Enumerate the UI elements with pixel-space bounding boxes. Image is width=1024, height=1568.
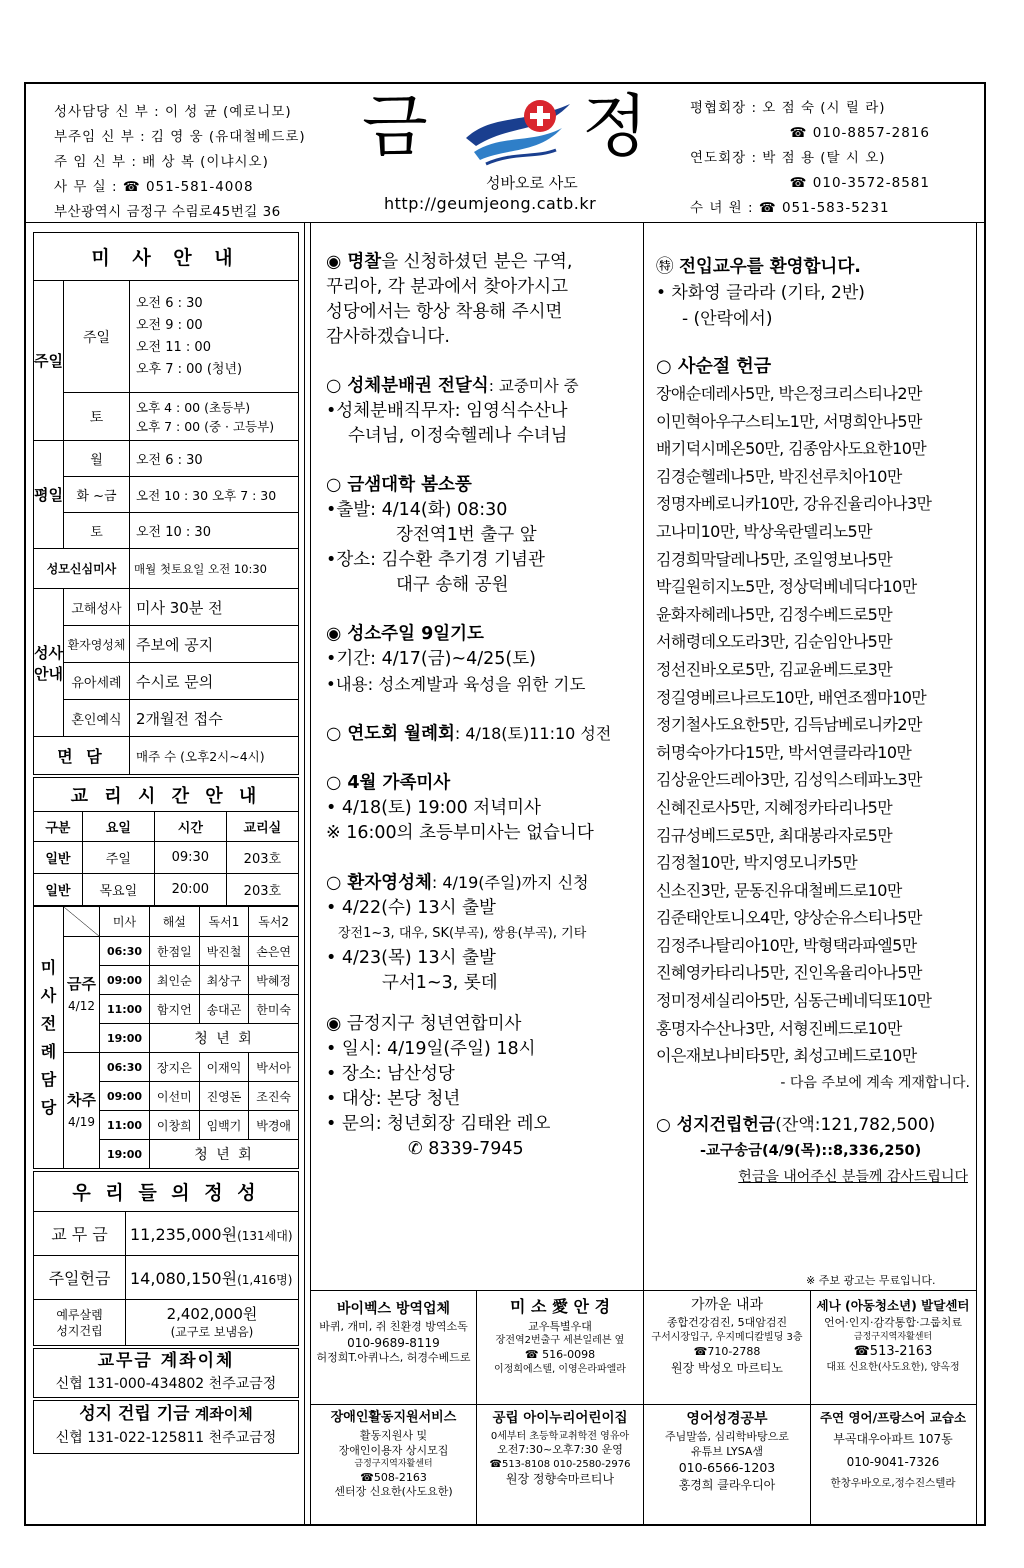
liturgy-cell: 최상구 <box>199 966 249 995</box>
offering-value <box>126 1300 299 1346</box>
build-sent: -교구송금(4/9(목)::8,336,250) <box>700 1142 922 1159</box>
lent-item: 김경희막달레나5만, 조일영보나5만 <box>656 549 893 569</box>
time: 오전 11 : 00 <box>136 339 211 355</box>
line: 성지건립 <box>56 1323 103 1338</box>
notice-title: ◉ 성소주일 9일기도 <box>326 624 484 644</box>
weekday-day: 월 <box>64 441 130 477</box>
notice-text: • 장소: 남산성당 <box>326 1064 455 1084</box>
week-this <box>64 937 100 1053</box>
weekday-time: 오전 10 : 30 <box>130 513 299 549</box>
notice-text: • 문의: 청년회장 김태완 레오 <box>326 1114 551 1134</box>
catechism-cell: 203호 <box>226 842 298 874</box>
week-label: 금주 <box>67 974 96 993</box>
amount: 14,080,150원 <box>130 1269 238 1288</box>
welcome-text: - (안락에서) <box>682 309 773 329</box>
ad-box[interactable] <box>478 1408 642 1488</box>
header-line: ☎ 010-8857-2816 <box>789 125 930 141</box>
weekday-label: 평일 <box>34 441 64 549</box>
liturgy-cell: 이재익 <box>199 1053 249 1082</box>
account-title: 교무금 계좌이체 <box>97 1351 235 1371</box>
ad-line: 오전7:30~오후7:30 운영 <box>497 1443 623 1457</box>
header-line: 평협회장 : 오 점 숙 (시 릴 라) <box>690 100 886 116</box>
ad-line: ☎ 516-0098 <box>524 1347 596 1361</box>
liturgy-cell: 09:00 <box>100 966 150 995</box>
sat-times <box>130 393 299 441</box>
sacrament-value: 주보에 공지 <box>130 626 299 663</box>
liturgy-cell: 19:00 <box>100 1024 150 1053</box>
liturgy-cell: 11:00 <box>100 1111 150 1140</box>
liturgy-cell: 박경애 <box>249 1111 299 1140</box>
header-line: 연도회장 : 박 점 용 (탈 시 오) <box>690 150 886 166</box>
sacrament-key: 환자영성체 <box>64 626 130 663</box>
ad-line: 바퀴, 개미, 쥐 친환경 방역소독 <box>319 1320 468 1334</box>
ad-line: ☎513-2163 <box>853 1343 933 1359</box>
header-line: 부주임 신 부 : 김 영 웅 (유대철베드로) <box>54 129 306 145</box>
sacrament-key: 혼인예식 <box>64 700 130 737</box>
first-sat-value: 매월 첫토요일 오전 10:30 <box>130 549 299 589</box>
liturgy-cell: 06:30 <box>100 1053 150 1082</box>
catechism-header: 시간 <box>154 812 226 842</box>
lent-item: 홍명자수산나3만, 서형진베드로10만 <box>656 1018 902 1038</box>
title-left: 금 <box>362 88 428 167</box>
first-sat-label: 성모신심미사 <box>34 549 130 589</box>
notice-text: •내용: 성소계발과 육성을 위한 기도 <box>326 675 586 694</box>
notice-column <box>326 250 640 1162</box>
ad-divider <box>810 1290 811 1526</box>
ad-line: 허정희T.아퀴나스, 허경수베드로 <box>316 1351 471 1365</box>
notice-text: •성체분배직무자: 임영식수산나 <box>326 401 568 421</box>
ad-line: 이정희에스텔, 이영은라파엘라 <box>494 1363 626 1375</box>
catechism-cell: 203호 <box>226 874 298 906</box>
liturgy-cell: 박진철 <box>199 937 249 966</box>
ad-name: 장애인활동지원서비스 <box>330 1410 457 1425</box>
notice-text: ※ 16:00의 초등부미사는 없습니다 <box>326 823 594 843</box>
liturgy-cell: 장지은 <box>149 1053 199 1082</box>
amount: 2,402,000원 <box>166 1304 258 1323</box>
liturgy-cell: 진영돈 <box>199 1082 249 1111</box>
ad-line: 010-9689-8119 <box>347 1336 440 1351</box>
week-date: 4/19 <box>68 1114 95 1129</box>
amount: 11,235,000원 <box>130 1225 238 1244</box>
lent-item: 고나미10만, 박상욱란델리노5만 <box>656 521 872 541</box>
ad-divider <box>643 1290 644 1526</box>
notice-text: 구서1~3, 롯데 <box>382 973 498 993</box>
notice-title: ○ 성체분배권 전달식 <box>326 376 489 396</box>
liturgy-cell: 06:30 <box>100 937 150 966</box>
build-balance: (잔액:121,782,500) <box>775 1114 936 1135</box>
notice-text: • 4/18(토) 19:00 저녁미사 <box>326 798 541 818</box>
account-number[interactable]: 신협 131-000-434802 천주교금정 <box>55 1376 277 1392</box>
account-title <box>34 1401 298 1427</box>
notice-text: • 대상: 본당 청년 <box>326 1089 461 1109</box>
lent-item: 정길영베르나르도10만, 배연조젬마10만 <box>656 687 927 707</box>
liturgy-cell: 이선미 <box>149 1082 199 1111</box>
offering-key: 주일헌금 <box>34 1256 126 1300</box>
liturgy-cell: 송대곤 <box>199 995 249 1024</box>
notice-text: 수녀님, 이정숙헬레나 수녀님 <box>348 426 568 446</box>
ad-box[interactable] <box>312 1298 475 1366</box>
lent-item: 윤화자헤레나5만, 김정수베드로5만 <box>656 604 893 624</box>
lent-item: 이은재보나비타5만, 최성고베드로10만 <box>656 1046 917 1066</box>
liturgy-cell: 손은연 <box>249 937 299 966</box>
liturgy-header: 해설 <box>149 907 199 937</box>
ad-line: 구서시장입구, 우지메디칼빌딩 3층 <box>651 1332 803 1344</box>
time: 오후 4 : 00 (초등부) <box>136 399 251 415</box>
catechism-cell: 목요일 <box>82 874 154 906</box>
account-box-1 <box>33 1348 299 1398</box>
ad-line: 010-9041-7326 <box>846 1454 940 1469</box>
catechism-cell: 주일 <box>82 842 154 874</box>
ad-line: 센터장 신요한(사도요한) <box>334 1485 453 1499</box>
liturgy-header: 독서2 <box>249 907 299 937</box>
account-title-main: 성지 건립 기금 <box>79 1404 190 1424</box>
ad-line: 0세부터 초등학교취학전 영유아 <box>490 1430 630 1442</box>
ad-line: 교우특별우대 <box>528 1319 592 1333</box>
notice-sub: : 4/18(토)11:10 성전 <box>454 724 612 743</box>
ad-box[interactable] <box>645 1408 809 1493</box>
lent-more: - 다음 주보에 계속 게재합니다. <box>780 1074 970 1091</box>
notice-text: •기간: 4/17(금)~4/25(토) <box>326 649 536 669</box>
notice-title: ◉ 금정지구 청년연합미사 <box>326 1014 522 1034</box>
welcome-heading <box>656 254 974 280</box>
lent-item: 정선진바오로5만, 김교윤베드로3만 <box>656 659 893 679</box>
welcome-title: 전입교우를 환영합니다. <box>679 257 861 277</box>
catechism-table <box>33 777 299 906</box>
lent-list <box>656 380 974 1070</box>
ad-box[interactable] <box>812 1408 974 1494</box>
liturgy-cell: 임백기 <box>199 1111 249 1140</box>
time: 오전 9 : 00 <box>136 317 203 333</box>
diagonal-cell <box>64 907 100 937</box>
catechism-header: 구분 <box>34 812 83 842</box>
catechism-cell: 20:00 <box>154 874 226 906</box>
weekday-time: 오전 6 : 30 <box>130 441 299 477</box>
notice-yeondo <box>326 721 640 747</box>
ad-line: ☎508-2163 <box>360 1470 427 1484</box>
liturgy-cell: 19:00 <box>100 1140 150 1169</box>
time: 오후 7 : 00 (청년) <box>136 361 243 377</box>
lent-item: 김상윤안드레아3만, 김성익스테파노3만 <box>656 770 922 790</box>
sat-label: 토 <box>64 393 130 441</box>
header-line: 부산광역시 금정구 수림로45번길 36 <box>54 204 281 220</box>
ad-line: 유튜브 LYSA샘 <box>690 1445 764 1459</box>
weekday-day: 화 ~금 <box>64 477 130 513</box>
liturgy-cell: 조진숙 <box>249 1082 299 1111</box>
catechism-header: 교리실 <box>226 812 298 842</box>
ad-line: 장애인이용자 상시모집 <box>338 1443 449 1457</box>
notice-title: ○ 환자영성체 <box>326 873 432 893</box>
notice-text: 을 신청하셨던 분은 구역, <box>381 252 573 272</box>
ad-name: 공립 아이누리어린이집 <box>492 1410 628 1426</box>
lent-item: 배기덕시메온50만, 김종암사도요한10만 <box>656 439 927 459</box>
notice-title: ○ 금샘대학 봄소풍 <box>326 475 472 495</box>
column-divider <box>310 222 311 1526</box>
ad-line: 언어·인지·감각통합·그룹치료 <box>823 1316 962 1329</box>
parish-url[interactable]: http://geumjeong.catb.kr <box>384 194 597 213</box>
counsel-value: 매주 수 (오후2시~4시) <box>130 737 299 775</box>
sunday-sub: 주일 <box>64 281 130 393</box>
title-right: 정 <box>582 88 648 167</box>
notice-text: 장전역1번 출구 앞 <box>396 525 537 545</box>
ad-line: 금정구지역자활센터 <box>853 1331 933 1342</box>
notice-title: ◉ 명찰 <box>326 252 382 272</box>
week-date: 4/12 <box>68 998 95 1013</box>
header-line: 사 무 실 : ☎ 051-581-4008 <box>54 179 254 195</box>
liturgy-youth: 청 년 회 <box>149 1140 298 1169</box>
notice-text: • 일시: 4/19일(주일) 18시 <box>326 1039 536 1059</box>
build-title: ○ 성지건립헌금 <box>656 1114 776 1135</box>
parish-logo-icon <box>462 94 574 170</box>
lent-item: 정미정세실리아5만, 심동근베네딕또10만 <box>656 991 932 1011</box>
ad-name: 바이벡스 방역업체 <box>336 1301 451 1317</box>
catechism-cell: 09:30 <box>154 842 226 874</box>
notice-text: •장소: 김수환 추기경 기념관 <box>326 550 545 570</box>
header-line: 주 임 신 부 : 배 상 복 (이냐시오) <box>54 154 269 170</box>
ad-line: 부곡대우아파트 107동 <box>833 1432 953 1446</box>
build-thanks: 헌금을 내어주신 분들께 감사드립니다 <box>738 1168 968 1185</box>
notice-text: 장전1~3, 대우, SK(부곡), 쌍용(부곡), 기타 <box>338 926 587 941</box>
lent-item: 김규성베드로5만, 최대봉라자로5만 <box>656 825 893 845</box>
offering-value <box>126 1212 299 1256</box>
liturgy-header: 독서1 <box>199 907 249 937</box>
column-divider <box>976 222 977 1526</box>
liturgy-table <box>33 906 299 1169</box>
mass-table <box>33 232 299 775</box>
welcome-text: • 차화영 글라라 (기타, 2반) <box>656 283 865 303</box>
sacrament-value: 2개월전 접수 <box>130 700 299 737</box>
notice-text: • 4/23(목) 13시 출발 <box>326 948 496 968</box>
ad-name: 영어성경공부 <box>686 1411 768 1427</box>
ad-name: 미 소 愛 안 경 <box>509 1297 611 1316</box>
header-divider <box>24 222 986 223</box>
ad-box[interactable] <box>478 1294 642 1376</box>
notice-text: 성당에서는 항상 착용해 주시면 <box>326 302 563 322</box>
column-divider <box>304 222 305 1526</box>
account-title-suffix: 계좌이체 <box>189 1405 253 1423</box>
liturgy-cell: 최인순 <box>149 966 199 995</box>
sacrament-key: 고해성사 <box>64 589 130 626</box>
ad-line: ☎710-2788 <box>693 1344 761 1358</box>
line: 예루살렘 <box>56 1307 103 1322</box>
sacrament-value: 미사 30분 전 <box>130 589 299 626</box>
lent-item: 김준태안토니오4만, 양상순유스티나5만 <box>656 908 922 928</box>
offering-table <box>33 1171 299 1346</box>
lent-item: 박길원히지노5만, 정상덕베네딕다10만 <box>656 577 917 597</box>
count: (1,416명) <box>237 1273 293 1287</box>
ad-line: 대표 신요한(사도요한), 양옥정 <box>826 1361 960 1373</box>
ad-line: 한창우바오로,정수진스텔라 <box>830 1476 956 1489</box>
liturgy-header: 미사 <box>100 907 150 937</box>
mass-title: 미 사 안 내 <box>34 233 299 281</box>
right-column <box>656 254 974 1190</box>
liturgy-cell: 11:00 <box>100 995 150 1024</box>
lent-item: 정명자베로니카10만, 강유진율리아나3만 <box>656 494 932 514</box>
week-next <box>64 1053 100 1169</box>
lent-item: 장애순데레사5만, 박은정크리스티나2만 <box>656 384 922 403</box>
catechism-cell: 일반 <box>34 874 83 906</box>
lent-title: ○ 사순절 헌금 <box>656 356 772 377</box>
lent-item: 김경순헬레나5만, 박진선루치아10만 <box>656 466 902 486</box>
note: (교구로 보냄음) <box>170 1324 254 1339</box>
ad-name: 가까운 내과 <box>690 1297 764 1313</box>
count: (131세대) <box>237 1229 293 1243</box>
ad-line: 주님말씀, 심리학바탕으로 <box>665 1430 789 1444</box>
ad-name: 주연 영어/프랑스어 교습소 <box>819 1410 967 1425</box>
celebrate-icon: ㊕ <box>656 257 674 277</box>
liturgy-cell: 박서아 <box>249 1053 299 1082</box>
liturgy-youth: 청 년 회 <box>149 1024 298 1053</box>
sunday-times <box>130 281 299 393</box>
liturgy-cell: 한점일 <box>149 937 199 966</box>
ad-line: 금정구지역자활센터 <box>354 1459 433 1470</box>
notice-text: • 4/22(수) 13시 출발 <box>326 898 496 918</box>
ad-line: 원장 정향숙마르티나 <box>505 1472 615 1487</box>
lent-item: 김정주나탈리아10만, 박형택라파엘5만 <box>656 935 917 955</box>
ad-box[interactable] <box>312 1408 475 1500</box>
lent-item: 김정철10만, 박지영모니카5만 <box>656 853 858 873</box>
offering-key: 교 무 금 <box>34 1212 126 1256</box>
offering-value <box>126 1256 299 1300</box>
lent-item: 신소진3만, 문동진유대철베드로10만 <box>656 880 902 900</box>
week-label: 차주 <box>67 1090 96 1109</box>
header-council <box>690 96 950 221</box>
lent-item: 서해령데오도라3만, 김순임안나5만 <box>656 632 893 652</box>
ad-line: ☎513-8108 010-2580-2976 <box>489 1458 631 1470</box>
liturgy-cell: 이창희 <box>149 1111 199 1140</box>
time: 오후 7 : 00 (중 · 고등부) <box>136 418 275 434</box>
column-divider <box>643 222 644 1292</box>
notice-text: •출발: 4/14(화) 08:30 <box>326 500 508 520</box>
lent-item: 허명숙아가다15만, 박서연클라라10만 <box>656 742 912 762</box>
ad-box[interactable] <box>812 1296 974 1374</box>
lent-item: 정기철사도요한5만, 김득남베로니카2만 <box>656 715 922 735</box>
ad-line: 홍경희 클라우디아 <box>678 1477 776 1492</box>
liturgy-cell: 박혜정 <box>249 966 299 995</box>
sunday-label: 주일 <box>34 281 64 441</box>
weekday-day: 토 <box>64 513 130 549</box>
notice-name-tag <box>326 250 640 275</box>
ad-note: ※ 주보 광고는 무료입니다. <box>806 1274 936 1287</box>
offering-key <box>34 1300 126 1346</box>
header-clergy <box>54 100 306 225</box>
liturgy-cell: 함지언 <box>149 995 199 1024</box>
notice-sick <box>326 870 640 896</box>
time: 오전 6 : 30 <box>136 295 203 311</box>
lent-item: 진혜영카타리나5만, 진인옥율리아나5만 <box>656 963 922 983</box>
liturgy-cell: 09:00 <box>100 1082 150 1111</box>
account-number[interactable]: 신협 131-022-125811 천주교금정 <box>55 1430 277 1446</box>
lent-item: 신혜진로사5만, 지혜정카타리나5만 <box>656 797 893 817</box>
build-heading <box>656 1112 974 1138</box>
liturgy-label: 미사전례담당 <box>34 907 64 1169</box>
header-line: 수 녀 원 : ☎ 051-583-5231 <box>690 200 890 216</box>
catechism-header: 요일 <box>82 812 154 842</box>
sacrament-value: 수시로 문의 <box>130 663 299 700</box>
ad-line: 원장 박성오 마르티노 <box>671 1360 783 1375</box>
header-line: ☎ 010-3572-8581 <box>789 175 930 191</box>
ad-line: 장전역2번출구 세븐일레븐 옆 <box>495 1335 625 1347</box>
notice-eucharist <box>326 374 640 399</box>
liturgy-cell: 한미숙 <box>249 995 299 1024</box>
notice-sub: : 교중미사 중 <box>488 377 579 395</box>
ad-divider <box>476 1290 477 1526</box>
notice-text: ✆ 8339-7945 <box>408 1139 524 1159</box>
ad-box[interactable] <box>645 1294 809 1376</box>
counsel-label: 면 담 <box>34 737 130 775</box>
left-column <box>33 232 299 1454</box>
ad-name: 세나 (아동청소년) 발달센터 <box>816 1298 970 1313</box>
ad-line: 활동지원사 및 <box>359 1428 428 1442</box>
catechism-title: 교 리 시 간 안 내 <box>34 778 299 812</box>
sacrament-key: 유아세례 <box>64 663 130 700</box>
notice-title: ○ 연도회 월례회 <box>326 724 455 744</box>
ad-line: 010-6566-1203 <box>678 1460 776 1476</box>
notice-text: 꾸리아, 각 분과에서 찾아가시고 <box>326 277 569 297</box>
catechism-cell: 일반 <box>34 842 83 874</box>
account-box-2 <box>33 1400 299 1454</box>
header-line: 성사담당 신 부 : 이 성 균 (예로니모) <box>54 104 292 120</box>
lent-item: 이민혁아우구스티노1만, 서명희안나5만 <box>656 411 922 431</box>
notice-sub: : 4/19(주일)까지 신청 <box>431 873 589 892</box>
sacrament-label: 성사안내 <box>34 589 64 737</box>
offering-title: 우 리 들 의 정 성 <box>34 1172 299 1212</box>
notice-title: ○ 4월 가족미사 <box>326 773 451 793</box>
weekday-time: 오전 10 : 30 오후 7 : 30 <box>130 477 299 513</box>
notice-text: 대구 송해 공원 <box>396 575 509 595</box>
notice-text: 감사하겠습니다. <box>326 327 450 347</box>
ad-line: 종합건강검진, 5대암검진 <box>666 1316 788 1330</box>
patron-saint: 성바오로 사도 <box>486 174 578 192</box>
